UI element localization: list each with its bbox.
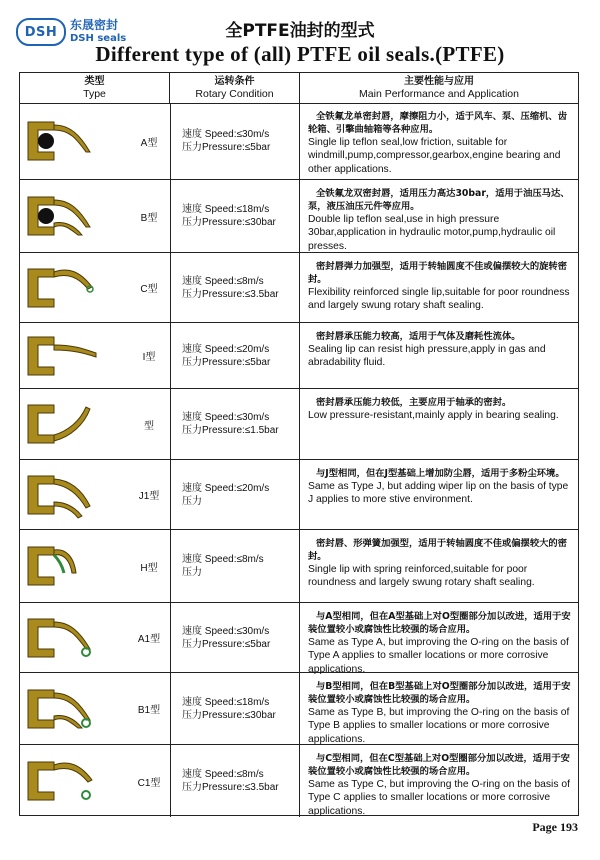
performance-cn: 密封唇弹力加强型，适用于转轴圆度不佳或偏摆较大的旋转密封。 <box>308 261 568 285</box>
seal-drawing <box>20 603 128 672</box>
header-type-en: Type <box>83 88 106 100</box>
performance-text <box>300 103 578 179</box>
header-type-cn: 类型 <box>84 76 105 87</box>
performance-text <box>300 389 578 459</box>
performance-en: Flexibility reinforced single lip,suitable for poor roundness and largely swung rotary shaft sealing. <box>308 287 570 312</box>
performance-text <box>300 253 578 322</box>
performance-en: Same as Type A, but improving the O-ring on the basis of Type A applies to smaller locations or more corrosive applications. <box>308 637 569 675</box>
performance-text <box>300 323 578 388</box>
performance-text <box>300 603 578 675</box>
speed-value: 速度 Speed:≤20m/s <box>182 343 270 355</box>
page-title-en: Different type of (all) PTFE oil seals.(PTFE) <box>95 42 505 66</box>
speed-value: 速度 Speed:≤18m/s <box>182 696 270 708</box>
header-perf-cn: 主要性能与应用 <box>404 76 474 87</box>
header-type <box>20 73 170 103</box>
table-row <box>20 323 578 389</box>
performance-cn: 全铁氟龙双密封唇，适用压力高达30bar，适用于油压马达、泵，液压油压元件等应用。 <box>308 188 570 212</box>
speed-value: 速度 Speed:≤18m/s <box>182 204 270 215</box>
seal-drawing <box>20 180 128 252</box>
performance-cn: 与C型相同，但在C型基础上对O型圈部分加以改进，适用于安装位置较小或腐蚀性比较强的场合应用。 <box>308 753 570 777</box>
speed-value: 速度 Speed:≤30m/s <box>182 129 270 140</box>
pressure-value: 压力Pressure:≤1.5bar <box>182 425 279 436</box>
rotary-condition <box>170 603 300 672</box>
table-row <box>20 673 578 745</box>
page-title-cn: 全PTFE油封的型式 <box>225 21 375 41</box>
performance-en: Same as Type B, but improving the O-ring on the basis of Type B applies to smaller locations or more corrosive applications. <box>308 707 570 745</box>
type-label: C1型 <box>128 745 171 817</box>
seal-drawing <box>20 460 128 529</box>
type-label: 型 <box>128 389 171 459</box>
pressure-value: 压力Pressure:≤3.5bar <box>182 782 279 793</box>
speed-value: 速度 Speed:≤30m/s <box>182 625 270 637</box>
speed-value: 速度 Speed:≤8m/s <box>182 275 264 287</box>
rotary-condition <box>170 180 300 252</box>
performance-en: Same as Type C, but improving the O-ring on the basis of Type C applies to smaller locations or more corrosive applications. <box>308 779 570 817</box>
seal-drawing <box>20 253 128 322</box>
performance-en: Single lip with spring reinforced,suitable for poor roundness and largely swung rotary shaft sealing. <box>308 564 535 589</box>
performance-cn: 全铁氟龙单密封唇，摩擦阻力小，适于风车、泵、压缩机、齿轮箱、引擎曲轴箱等各种应用。 <box>308 111 568 135</box>
rotary-condition <box>170 673 300 744</box>
pressure-value: 压力Pressure:≤30bar <box>182 217 276 228</box>
seal-type-table <box>19 72 579 816</box>
pressure-value: 压力 <box>182 495 202 507</box>
header-condition <box>170 73 300 103</box>
performance-cn: 与B型相同，但在B型基础上对O型圈部分加以改进，适用于安装位置较小或腐蚀性比较强的场合应用。 <box>308 681 571 705</box>
table-row <box>20 180 578 253</box>
table-row <box>20 460 578 530</box>
seal-drawing <box>20 323 128 388</box>
rotary-condition <box>170 103 300 179</box>
speed-value: 速度 Speed:≤30m/s <box>182 412 270 423</box>
logo-badge: DSH <box>16 18 66 46</box>
performance-cn: 密封唇、形弹簧加强型，适用于转轴圆度不佳或偏摆较大的密封。 <box>308 538 568 562</box>
header-perf-en: Main Performance and Application <box>359 88 519 100</box>
performance-en: Low pressure-resistant,mainly apply in bearing sealing. <box>308 410 559 421</box>
table-row <box>20 253 578 323</box>
table-row <box>20 603 578 673</box>
seal-drawing <box>20 673 128 744</box>
pressure-value: 压力Pressure:≤3.5bar <box>182 288 279 300</box>
seal-drawing <box>20 745 128 817</box>
pressure-value: 压力 <box>182 567 202 578</box>
header-performance <box>300 73 578 103</box>
performance-en: Same as Type J, but adding wiper lip on the basis of type J applies to more stive environment. <box>308 481 569 506</box>
performance-cn: 密封唇承压能力较低，主要应用于轴承的密封。 <box>316 397 512 408</box>
type-label: B1型 <box>128 673 171 744</box>
table-row <box>20 530 578 603</box>
logo-cn: 东晟密封 <box>70 18 119 32</box>
performance-en: Double lip teflon seal,use in high pressure 30bar,application in hydraulic motor,pump,hydraulic oil presses. <box>308 214 556 252</box>
type-label: J1型 <box>128 460 171 529</box>
pressure-value: 压力Pressure:≤5bar <box>182 142 271 153</box>
pressure-value: 压力Pressure:≤5bar <box>182 356 271 368</box>
rotary-condition <box>170 253 300 322</box>
type-label: I型 <box>128 323 171 388</box>
rotary-condition <box>170 323 300 388</box>
seal-drawing <box>20 103 128 179</box>
rotary-condition <box>170 530 300 602</box>
table-row <box>20 745 578 817</box>
type-label: A型 <box>128 103 171 179</box>
logo-en: DSH seals <box>70 33 127 44</box>
page-number: Page 193 <box>532 820 578 834</box>
pressure-value: 压力Pressure:≤30bar <box>182 709 276 721</box>
seal-drawing <box>20 530 128 602</box>
type-label: C型 <box>128 253 171 322</box>
rotary-condition <box>170 745 300 817</box>
performance-en: Single lip teflon seal,low friction, suitable for windmill,pump,compressor,gearbox,engine bearing and other applications. <box>308 137 561 175</box>
performance-text <box>300 745 578 817</box>
header-cond-en: Rotary Condition <box>195 88 274 100</box>
performance-text <box>300 530 578 602</box>
table-row <box>20 103 578 180</box>
pressure-value: 压力Pressure:≤5bar <box>182 638 271 650</box>
performance-text <box>300 673 578 744</box>
performance-cn: 与J型相同，但在J型基础上增加防尘唇，适用于多粉尘环境。 <box>316 468 565 479</box>
rotary-condition <box>170 460 300 529</box>
speed-value: 速度 Speed:≤8m/s <box>182 554 264 565</box>
header-cond-cn: 运转条件 <box>214 76 255 87</box>
performance-en: Sealing lip can resist high pressure,apply in gas and abradability fluid. <box>308 344 546 369</box>
speed-value: 速度 Speed:≤20m/s <box>182 482 270 494</box>
seal-drawing <box>20 389 128 459</box>
rotary-condition <box>170 389 300 459</box>
performance-cn: 与A型相同，但在A型基础上对O型圈部分加以改进，适用于安装位置较小或腐蚀性比较强的场合应用。 <box>308 611 571 635</box>
table-header <box>20 73 578 104</box>
performance-text <box>300 180 578 252</box>
performance-text <box>300 460 578 529</box>
speed-value: 速度 Speed:≤8m/s <box>182 769 264 780</box>
type-label: B型 <box>128 180 171 252</box>
type-label: A1型 <box>128 603 171 672</box>
type-label: H型 <box>128 530 171 602</box>
table-row <box>20 389 578 460</box>
performance-cn: 密封唇承压能力较高，适用于气体及磨耗性流体。 <box>316 331 521 342</box>
